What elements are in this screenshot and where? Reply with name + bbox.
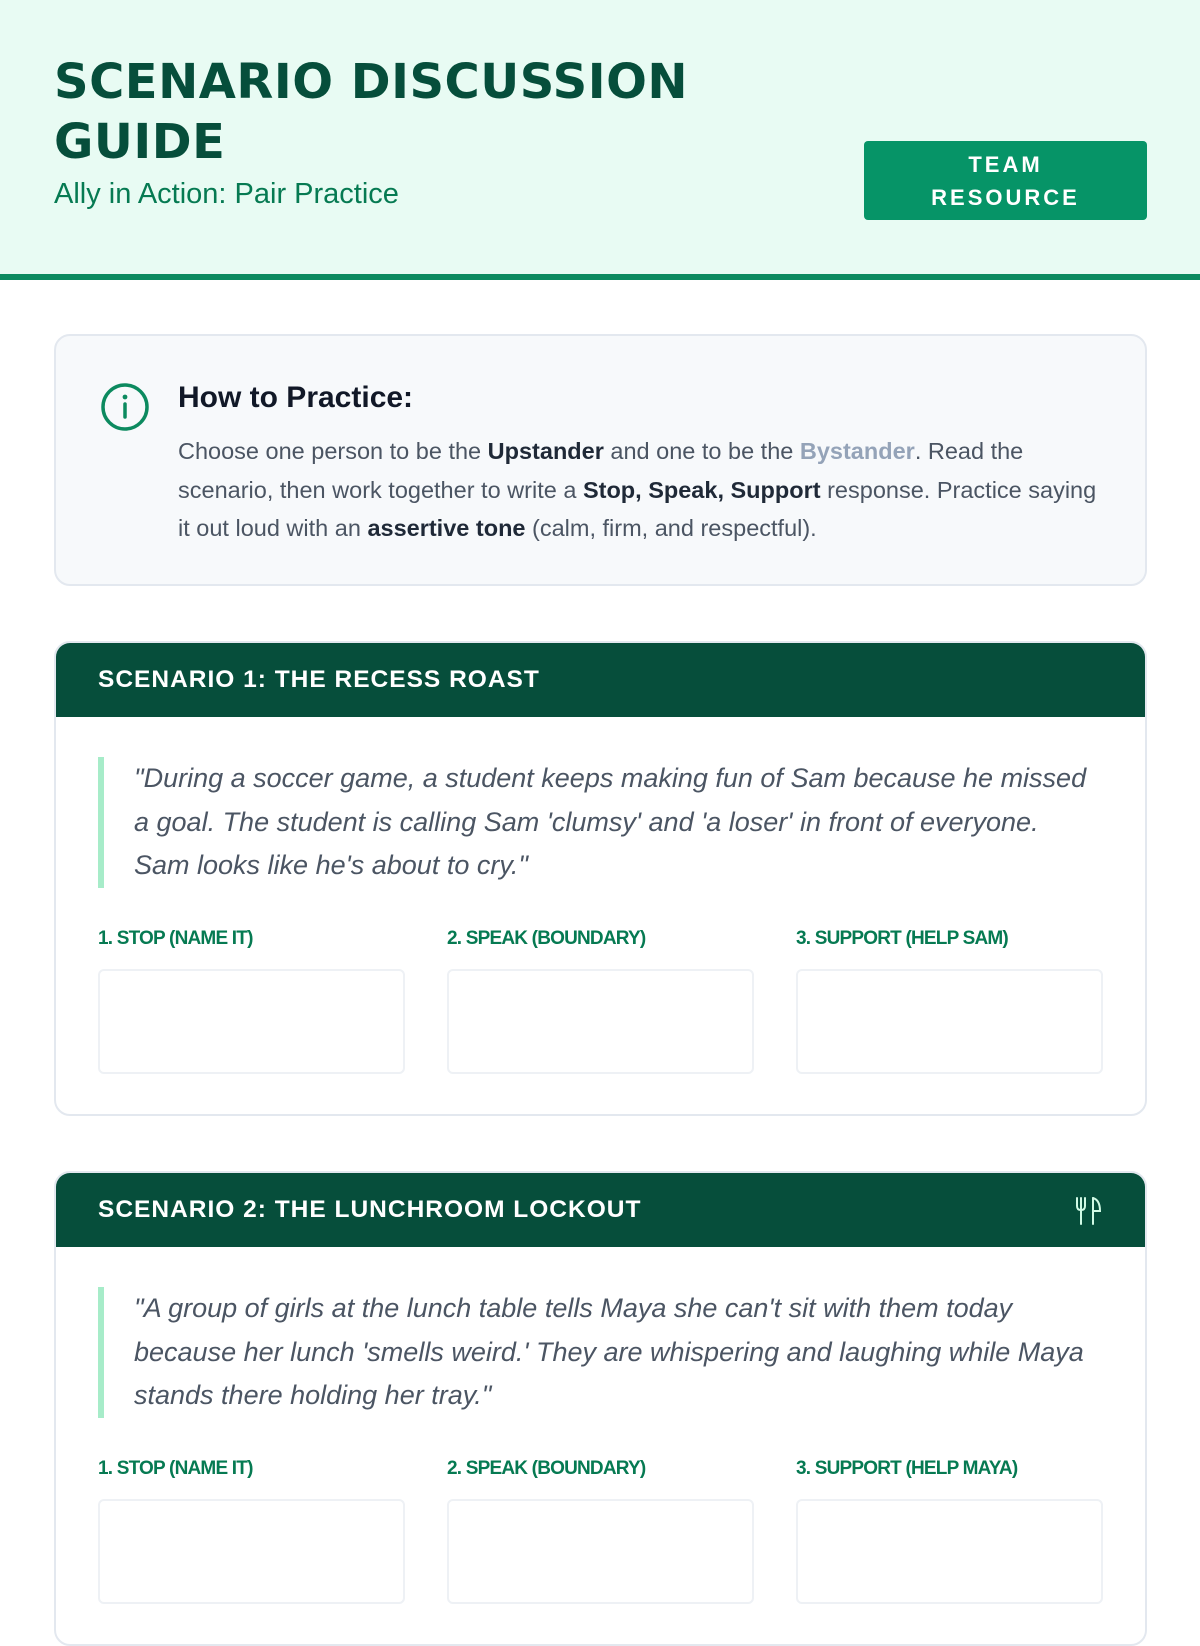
stop-response-box[interactable] — [98, 1499, 405, 1604]
scenario-header — [56, 1173, 1145, 1247]
stop-label: 1. STOP (NAME IT) — [98, 1458, 253, 1479]
speak-label: 2. SPEAK (BOUNDARY) — [447, 928, 646, 949]
support-label: 3. SUPPORT (HELP MAYA) — [796, 1458, 1018, 1479]
page-title: SCENARIO DISCUSSION GUIDE — [54, 54, 689, 170]
instructions-text: Choose one person to be the Upstander and one to be the Bystander. Read the scenario, then work together to write a Stop, Speak, Support response. Practice saying it out loud with an assertive tone (calm, firm, and respectful). — [178, 438, 1097, 541]
team-resource-badge: TEAM RESOURCE — [864, 141, 1147, 220]
scenario-card — [54, 1171, 1147, 1646]
scenario-card — [54, 641, 1147, 1116]
scenario-title: SCENARIO 2: THE LUNCHROOM LOCKOUT — [98, 1196, 642, 1223]
page-header — [0, 0, 1200, 280]
instructions-heading: How to Practice: — [178, 381, 414, 414]
stop-label: 1. STOP (NAME IT) — [98, 928, 253, 949]
scenario-title: SCENARIO 1: THE RECESS ROAST — [56, 643, 1145, 717]
fork-knife-icon — [1073, 1195, 1105, 1227]
scenario-quote: "During a soccer game, a student keeps making fun of Sam because he missed a goal. The student is calling Sam 'clumsy' and 'a loser' in front of everyone. Sam looks like he's about to cry." — [98, 757, 1098, 888]
page-subtitle: Ally in Action: Pair Practice — [54, 178, 399, 210]
speak-response-box[interactable] — [447, 1499, 754, 1604]
scenario-quote: "A group of girls at the lunch table tells Maya she can't sit with them today because her lunch 'smells weird.' They are whispering and laughing while Maya stands there holding her tray." — [98, 1287, 1098, 1418]
speak-response-box[interactable] — [447, 969, 754, 1074]
support-response-box[interactable] — [796, 969, 1103, 1074]
support-label: 3. SUPPORT (HELP SAM) — [796, 928, 1008, 949]
speak-label: 2. SPEAK (BOUNDARY) — [447, 1458, 646, 1479]
info-icon — [100, 382, 150, 432]
support-response-box[interactable] — [796, 1499, 1103, 1604]
stop-response-box[interactable] — [98, 969, 405, 1074]
instructions-panel — [54, 334, 1147, 586]
